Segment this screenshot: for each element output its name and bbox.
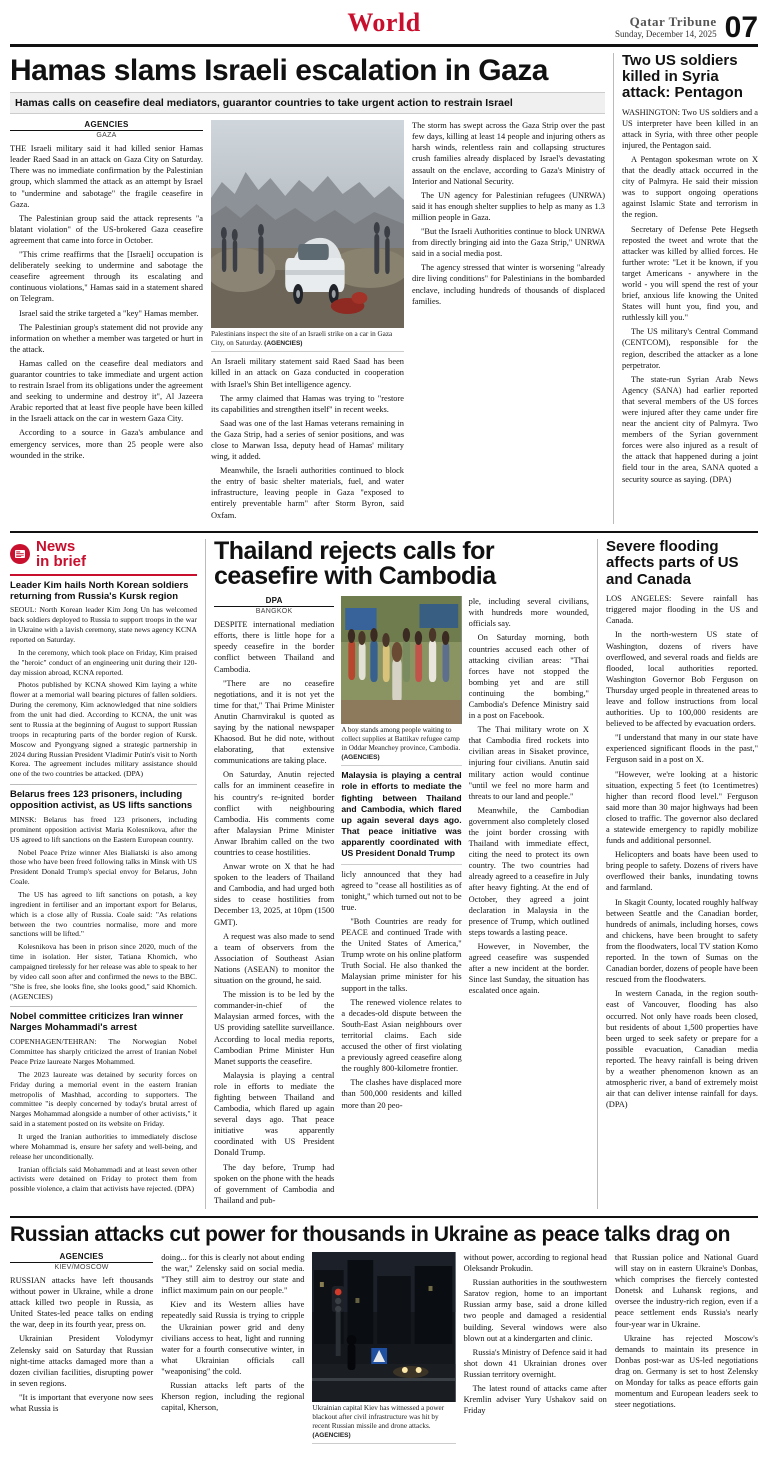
issue-date: Sunday, December 14, 2025 (614, 29, 717, 40)
newspaper-icon (10, 544, 30, 564)
caption-text: Palestinians inspect the site of an Israeli strike on a car in Gaza City, on Saturday. (211, 330, 393, 348)
lead-dateline: GAZA (96, 132, 117, 140)
brief-title: Leader Kim hails North Korean soldiers returning from Russia's Kursk region (10, 579, 189, 602)
paragraph: Helicopters and boats have been used to bring people to safety. Dozens of rivers have overflowed their banks, inundating towns and farmland. (606, 850, 758, 893)
brand-name: Qatar Tribune (629, 13, 717, 29)
news-in-brief-title (36, 539, 86, 569)
paragraph: WASHINGTON: Two US soldiers and a US interpreter have been killed in an attack in Syria, with three other people injured, the Pentagon said. (622, 107, 758, 150)
paragraph: Photos published by KCNA showed Kim laying a white flower at a memorial wall bearing pictures of fallen soldiers. During the ceremony, Kim acknowledged that nine soldiers from the unit had died. According to KCNA, the unit was sent to Russia at the beginning of August to support Russian troops in recapturing parts of the border region of Kursk. Moscow and Pyongyang signed a strategic partnership in 2024 during Russian President Vladimir Putin's visit to North Korea. The agreement includes military assistance should one of the two countries be attacked. (DPA) (10, 680, 197, 779)
paragraph: "I understand that many in our state have experienced significant floods in the past," Ferguson said in a post on X. (606, 733, 758, 765)
newspaper-icon-glyph (14, 548, 26, 560)
paragraph: Malaysia is playing a central role in efforts to mediate the fighting between Thailand and Cambodia, which flared up again several days ago. That peace initiative was apparently coordinated with US President Donald Trump. (214, 1070, 335, 1158)
ukraine-columns (10, 1252, 758, 1448)
paragraph: The 2023 laureate was detained by security forces on Friday during a memorial event in the eastern Iranian metropolis of Mashhad, according to supporters. The committee "is deeply concerned by today's brutal arrest of Narges Mohammad alongside a number of other activists," it said in a statement posted on its website on Friday. (10, 1069, 197, 1129)
thailand-pullquote: Malaysia is playing a central role in efforts to mediate the fighting between Thailand and Cambodia, which flared up again several days ago. That peace initiative was apparently coordinated with US President Donald Trump (341, 770, 461, 864)
paragraph: Meanwhile, the Cambodian government also completely closed the joint border crossing with Thailand with immediate effect, citing the need to protect its own country. The two countries had already agreed to a ceasefire in July after heavy fighting. At the end of October, they agreed a joint declaration in Malaysia in the presence of Trump, which outlined steps towards a lasting peace. (468, 805, 589, 937)
thailand-column-1 (214, 596, 334, 1209)
masthead-right (421, 10, 759, 44)
lead-byline: AGENCIES (10, 120, 203, 131)
paragraph: licly announced that they had agreed to "cease all hostilities as of tonight," which turned out not to be true. (341, 869, 462, 912)
paragraph: The US military's Central Command (CENTCOM), responsible for the region, described the attacker as a lone perpetrator. (622, 327, 758, 370)
news-in-brief-title-line1: News (36, 537, 76, 555)
paragraph: "There are no ceasefire negotiations, and it is not yet the time for that," Thai Prime Minister Anutin Charnvirakul is quoted as saying by the national newspaper Khaosod. But he did note, without elaborating, that extensive communications are taking place. (214, 678, 335, 766)
paragraph: On Saturday, Anutin rejected calls for an imminent ceasefire in his country's re-ignited border conflict with neighbouring Cambodia. His comments come after Malaysian Prime Minister Anwar Ibrahim called on the two countries to cease hostilities. (214, 770, 335, 857)
caption-agency: (AGENCIES) (312, 1431, 351, 1439)
paragraph: Israel said the strike targeted a "key" Hamas member. (19, 308, 199, 318)
caption-agency: (AGENCIES) (264, 340, 303, 348)
paragraph: In the ceremony, which took place on Friday, Kim praised the "heroic" conduct of an engineering unit during their 120-day mission abroad, KCNA reported. (10, 647, 197, 677)
paragraph: Ukrainian President Volodymyr Zelensky said on Saturday that Russian night-time attacks damaged more than a dozen civilian facilities, disrupting power in seven regions. (10, 1334, 154, 1388)
paragraph: The mission is to be led by the commander-in-chief of the Malaysian armed forces, with the US providing satellite surveillance. According to local media reports, Cambodian Prime Minister Hun Manet supports the ceasefire. (214, 990, 335, 1066)
paragraph: LOS ANGELES: Severe rainfall has triggered major flooding in the US and Canada. (606, 594, 758, 626)
brief-title: Nobel committee criticizes Iran winner Narges Mohammadi's arrest (10, 1011, 184, 1034)
brief-title: Belarus frees 123 prisoners, including opposition activist, as US lifts sanctions (10, 789, 193, 811)
lead-photo (211, 120, 404, 328)
paragraph: The state-run Syrian Arab News Agency (SANA) had earlier reported that several members of the US forces were injured after they came under fire near the ancient city of Palmyra. Two members of the Syrian government forces were also injured as a result of the attack that happened during a joint field tour in the area, SANA quoted a security source as saying. (DPA) (622, 374, 758, 484)
flood-headline: Severe flooding affects parts of US and Canada (606, 537, 739, 588)
paragraph: The UN agency for Palestinian refugees (UNRWA) said it has enough shelter supplies to help as many as 1.3 million people in Gaza. (412, 190, 605, 222)
ukraine-column-1 (10, 1252, 153, 1448)
thailand-dateline: BANGKOK (255, 608, 293, 616)
syria-story (613, 53, 758, 524)
lead-story (10, 53, 605, 524)
news-in-brief-title-line2: in brief (36, 552, 87, 570)
caption-text: A boy stands among people waiting to collect supplies at Battikav refugee camp in Oddar Meanchey province, Cambodia. (341, 726, 461, 753)
caption-text: Ukrainian capital Kiev has witnessed a power blackout after civil infrastructure was hit by recent Russian missile and drone attacks. (312, 1403, 445, 1430)
ukraine-headline: Russian attacks cut power for thousands in Ukraine as peace talks drag on (10, 1222, 731, 1246)
lead-column-3 (412, 120, 605, 523)
paragraph: RUSSIAN attacks have left thousands without power in Ukraine, while a drone attack killed two people in Russia, as United States-led peace talks on ending the war, deep in its fourth year, press on. (10, 1275, 154, 1330)
section-title: World (347, 8, 421, 37)
paragraph: The day before, Trump had spoken on the phone with the heads of government of Cambodia and Thailand and pub- (214, 1162, 335, 1205)
paragraph: Secretary of Defense Pete Hegseth reposted the tweet and wrote that the attacker was killed by allied forces. He further wrote: "Let it be known, if you target Americans - anywhere in the world - you will spend the rest of your brief, anxious life knowing the United States will hunt you, find you, and ruthlessly kill you." (622, 224, 758, 323)
paragraph: The US has agreed to lift sanctions on potash, a key ingredient in fertiliser and an important export for Belarus, which is a close ally of Russia. Coale said: "As relations between the two countries normalise, more and more sanctions will be lifted." (10, 889, 197, 939)
thailand-photo-caption (341, 724, 461, 766)
paragraph: Meanwhile, the Israeli authorities continued to block the entry of basic shelter materials, fuel, and water infrastructure, leaving people in Gaza "exposed to entirely preventable harm" after Storm Byron, said Oxfam. (211, 466, 404, 520)
paragraph: "It is important that everyone now sees what Russia is (10, 1392, 154, 1413)
ukraine-photo (312, 1252, 455, 1402)
brief-separator (10, 1006, 197, 1007)
paragraph: However, in November, the agreed ceasefire was suspended after a new incident at the border. Since last Sunday, the situation has escalated once again. (468, 941, 589, 996)
paragraph: "But the Israeli Authorities continue to block UNRWA from directly bringing aid into the Gaza Strip," UNRWA said in a social media post. (412, 227, 605, 259)
paragraph: "This crime reaffirms that the [Israeli] occupation is deliberately seeking to undermine and sabotage the ceasefire agreement through its escalating and continuous violations," Hamas said in a statement shared on Telegram. (10, 250, 203, 304)
lead-subhead: Hamas calls on ceasefire deal mediators, guarantor countries to take urgent action to restrain Israel (10, 92, 605, 114)
syria-headline: Two US soldiers killed in Syria attack: Pentagon (622, 52, 743, 102)
lead-photo-caption (211, 328, 404, 352)
paragraph: The Thai military wrote on X that Cambodia fired rockets into civilian areas in Sisaket province, injuring four civilians. Anutin said military action would continue "until we feel no more harm and threats to our land and people." (468, 725, 589, 801)
brief-item (10, 1012, 197, 1194)
lead-column-2 (211, 120, 404, 523)
paragraph: The clashes have displaced more than 500,000 residents and killed more than 20 peo- (341, 1078, 462, 1110)
paragraph: The latest round of attacks came after Kremlin adviser Yury Ushakov said on Friday (463, 1383, 607, 1416)
paragraph: The army claimed that Hamas was trying to "restore its capabilities and strengthen itself" in recent weeks. (211, 393, 404, 414)
brief-item (10, 790, 197, 1001)
ukraine-column-3 (464, 1252, 607, 1448)
lead-column-1 (10, 120, 203, 523)
ukraine-byline: AGENCIES (10, 1252, 153, 1263)
middle-section (10, 536, 758, 1209)
thailand-headline: Thailand rejects calls for ceasefire with Cambodia (214, 536, 496, 591)
lead-columns (10, 120, 605, 523)
paragraph: A Pentagon spokesman wrote on X that the deadly attack occurred in the city of Palmyra. He said their mission was to support ongoing operations against Islamic State and terrorism in the region. (622, 154, 758, 220)
paragraph: Nobel Peace Prize winner Ales Bialiatski is also among those who have been freed following talks in Minsk with US President Donald Trump's special envoy for Belarus, John Coale. (10, 847, 197, 887)
paragraph: Anwar wrote on X that he had spoken to the leaders of Thailand and Cambodia, and had urged both sides to cease hostilities from December 13, 2025, at 10pm (1500 GMT). (214, 862, 335, 927)
thailand-column-2 (341, 596, 461, 1209)
paragraph: On Saturday morning, both countries accused each other of attacking civilian areas: "Thai forces have not stopped the bombing yet and are still continuing the bombing," Cambodia's Defence Ministry said in a post on Facebook. (468, 633, 589, 721)
paragraph: Kiev and its Western allies have repeatedly said Russia is trying to cripple the Ukrainian power grid and deny civilians access to heat, light and running water for a fourth consecutive winter, in what Ukrainian officials call "weaponising" the cold. (161, 1300, 305, 1376)
section-divider (10, 1216, 758, 1218)
paragraph: In the north-western US state of Washington, dozens of rivers have overflowed, and several roads and fields are flooded, local authorities reported. Washington Governor Bob Ferguson on Thursday urged people in threatened areas to leave and follow instructions from local authorities. Up to 100,000 residents are believed to be affected by evacuation orders. (606, 630, 758, 729)
paragraph: Iranian officials said Mohammadi and at least seven other activists were detained on Friday to protect them from possible violence, a claim that activists have rejected. (DPA) (10, 1164, 197, 1194)
paragraph: Ukraine has rejected Moscow's demands to maintain its presence in Donbas post-war as US-led negotiations drag on. Germany is set to host Zelensky on Monday for talks as peace efforts gain momentum and European leaders seek to steer negotiations. (614, 1333, 759, 1410)
paragraph: Russian authorities in the southwestern Saratov region, home to an important Russian army base, said a drone killed two people and damaged a residential building. Several windows were also blown out at a kindergarten and clinic. (463, 1278, 607, 1343)
paragraph: In Skagit County, located roughly halfway between Seattle and the Canadian border, hundreds of animals, including horses, cows and chickens, have been brought to safety from the floodwaters, local TV station Komo reported. In the town of Sumas on the Canadian border, dozens of people have been rescued from the floodwaters. (606, 897, 758, 985)
ukraine-column-2 (161, 1252, 304, 1448)
masthead (10, 8, 758, 47)
paragraph: "Both Countries are ready for PEACE and continued Trade with the United States of America," Trump wrote on his online platform Truth Social. He also thanked the Malaysian prime minister for his support in the talks. (341, 917, 462, 993)
thailand-photo-image (341, 596, 461, 724)
paragraph: Russia's Ministry of Defence said it had shot down 41 Ukrainian drones over Russian territory overnight. (463, 1347, 607, 1379)
news-in-brief (10, 539, 206, 1209)
lead-headline: Hamas slams Israeli escalation in Gaza (10, 54, 548, 87)
paragraph: doing... for this is clearly not about ending the war," Zelensky said on social media. "They still aim to destroy our state and inflict maximum pain on our people." (161, 1252, 305, 1296)
page-number: 07 (724, 10, 759, 44)
paragraph: DESPITE international mediation efforts, there is little hope for a speedy ceasefire in the border conflict between Thailand and Cambodia. (214, 620, 335, 674)
paragraph: Russian attacks left parts of the Kherson region, including the regional capital, Kherson, (161, 1380, 305, 1413)
paragraph: A request was also made to send a team of observers from the Association of Southeast Asian Nations (ASEAN) to monitor the situation on the ground, he said. (214, 931, 335, 986)
ukraine-photo-column (312, 1252, 455, 1448)
thailand-columns (214, 596, 589, 1209)
news-in-brief-rule (10, 574, 197, 576)
paragraph: without power, according to regional head Oleksandr Prokudin. (463, 1252, 607, 1274)
flood-story (606, 539, 758, 1209)
news-in-brief-header (10, 539, 197, 569)
ukraine-photo-image (312, 1252, 455, 1402)
paragraph: An Israeli military statement said Raed Saad has been killed in an attack on Gaza conducted in cooperation with Israel's Shin Bet intelligence agency. (211, 357, 404, 389)
thailand-column-3 (469, 596, 589, 1209)
paragraph: The agency stressed that winter is worsening "already dire living conditions" for Palestinians in the bombarded enclave, including hundreds of thousands of displaced families. (412, 263, 605, 306)
paragraph: In western Canada, in the region south-east of Vancouver, flooding has also occurred. Not only have roads been closed, but residents of about 1,500 properties have been urged to seek safety or prepare for a possible evacuation, Canadian media reported. The heavy rainfall is being driven by a weather phenomenon known as an atmospheric river, a band of extremely moist air that can deliver intense rainfall for days. (DPA) (606, 989, 758, 1110)
paragraph: ple, including several civilians, with hundreds more wounded, officials say. (468, 597, 589, 629)
brief-item (10, 581, 197, 779)
thailand-story (214, 536, 598, 1209)
paragraph: COPENHAGEN/TEHRAN: The Norwegian Nobel Committee has sharply criticized the arrest of Iranian Nobel Peace Prize laureate Narges Mohammed. (10, 1037, 197, 1066)
ukraine-column-4 (615, 1252, 758, 1448)
paragraph: The Palestinian group's statement did not provide any information on whether a member was targeted or hurt in the attack. (10, 322, 203, 354)
paragraph: According to a source in Gaza's ambulance and emergency services, more than 25 people were also wounded in the strike. (10, 428, 203, 460)
brand-block (615, 14, 717, 40)
paragraph: Kolesnikova has been in prison since 2020, much of the time in isolation. Her sister, Tatiana Khomich, who campaigned tirelessly for her release was able to speak to her by video call soon after and confirmed the news to the BBC. "She is free, she looks fine, she looks good," said Khomich. (AGENCIES) (10, 942, 197, 1001)
ukraine-photo-caption (312, 1402, 455, 1444)
paragraph: SEOUL: North Korean leader Kim Jong Un has welcomed back soldiers deployed to Russia to support troops in the war in Ukraine with a lavish ceremony, state news agency KCNA reported on Saturday. (10, 605, 197, 645)
top-section (10, 53, 758, 524)
caption-agency: (AGENCIES) (341, 754, 380, 762)
ukraine-story (10, 1224, 758, 1448)
paragraph: "However, we're looking at a historic situation, expecting 5 feet (to 1centimetres) higher than record flood level." Ferguson said more than 30 major highways had been closed to traffic. The governor also declared a statewide emergency to rapidly mobilize funds and additional personnel. (606, 769, 758, 846)
paragraph: The storm has swept across the Gaza Strip over the past few days, killing at least 14 people and injuring others as harsh winds, relentless rain and collapsing structures crush families already displaced by Israel's devastating assault on the enclave, according to Gaza's Ministry of Interior and National Security. (412, 121, 605, 186)
lead-photo-image (211, 120, 404, 328)
paragraph: The renewed violence relates to a decades-old dispute between the South-East Asian neighbours over territorial claims. Each side accused the other of first violating a previously agreed ceasefire along the roughly 800-kilometre frontier. (341, 997, 462, 1074)
paragraph: Saad was one of the last Hamas veterans remaining in the Gaza Strip, had a series of senior positions, and was close to Marwan Issa, deputy head of Hamas' military wing, it added. (211, 418, 404, 462)
paragraph: It urged the Iranian authorities to immediately disclose where Mohammad is, ensure her safety and well-being, and release her unconditionally. (10, 1131, 197, 1161)
paragraph: THE Israeli military said it had killed senior Hamas leader Raed Saad in an attack on Gaza City on Saturday. There was no immediate confirmation by the Palestinian group, which slammed the attack as an attempt by Israel to "undermine and sabotage" the fragile ceasefire in Gaza. (10, 144, 203, 209)
section-divider (10, 531, 758, 533)
thailand-photo (341, 596, 461, 724)
ukraine-dateline: KIEV/MOSCOW (54, 1263, 109, 1271)
paragraph: that Russian police and National Guard will stay on in eastern Ukraine's Donbas, which comprises the fiercely contested Donetsk and Luhansk regions, and oversee the industry-rich region, even if a peace settlement ends Russia's nearly four-year war in Ukraine. (614, 1252, 759, 1329)
paragraph: The Palestinian group said the attack represents "a blatant violation" of the US-brokered Gaza ceasefire agreement that came into force in October. (10, 213, 203, 245)
paragraph: Hamas called on the ceasefire deal mediators and guarantor countries to take immediate and urgent action to restrain Israel from its obligations under the agreement and seeking to undermine and destroy it", Al Jazeera Arabic reported that at least five people have been killed in the Israeli attack on the car in western Gaza City. (10, 358, 203, 424)
thailand-byline: DPA (214, 596, 334, 607)
brief-separator (10, 784, 197, 785)
paragraph: MINSK: Belarus has freed 123 prisoners, including prominent opposition activist Maria Kolesnikova, after the US agreed to lift sanctions on the Eastern European country. (10, 814, 197, 844)
